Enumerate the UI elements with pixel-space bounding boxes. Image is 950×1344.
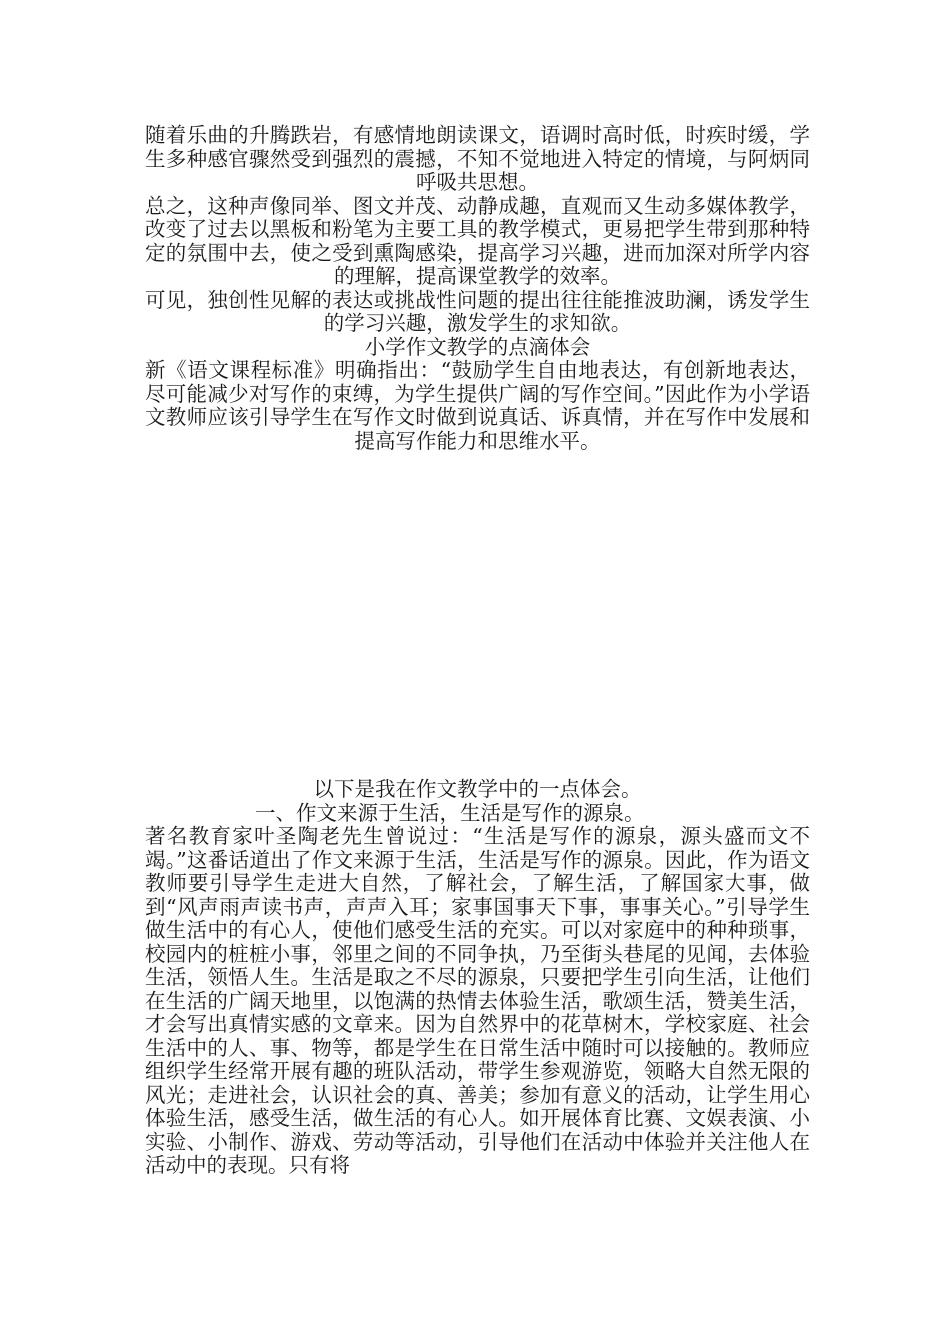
text-block-top <box>145 124 810 453</box>
paragraph-life-source: 著名教育家叶圣陶老先生曾说过：“生活是写作的源泉，源头盛而文不竭。”这番话道出了作文来源于生活，生活是写作的源泉。因此，作为语文教师要引导学生走进大自然，了解社会，了解生活，了解国家大事，做到“风声雨声读书声，声声入耳；家事国事天下事，事事关心。”引导学生做生活中的有心人，使他们感受生活的充实。可以对家庭中的种种琐事，校园内的桩桩小事，邻里之间的不同争执，乃至街头巷尾的见闻，去体验生活，领悟人生。生活是取之不尽的源泉，只要把学生引向生活，让他们在生活的广阔天地里，以饱满的热情去体验生活，歌颂生活，赞美生活，才会写出真情实感的文章来。因为自然界中的花草树木，学校家庭、社会生活中的人、事、物等，都是学生在日常生活中随时可以接触的。教师应组织学生经常开展有趣的班队活动，带学生参观游览，领略大自然无限的风光；走进社会，认识社会的真、善美；参加有意义的活动，让学生用心体验生活，感受生活，做生活的有心人。如开展体育比赛、文娱表演、小实验、小制作、游戏、劳动等活动，引导他们在活动中体验并关注他人在活动中的表现。只有将 <box>145 824 810 1177</box>
section-heading-1: 一、作文来源于生活，生活是写作的源泉。 <box>255 800 645 825</box>
paragraph-creative-insight: 可见，独创性见解的表达或挑战性问题的提出往往能推波助澜，诱发学生的学习兴趣，激发学生的求知欲。 <box>145 287 810 335</box>
paragraph-curriculum-standard: 新《语文课程标准》明确指出：“鼓励学生自由地表达，有创新地表达，尽可能减少对写作的束缚，为学生提供广阔的写作空间。”因此作为小学语文教师应该引导学生在写作文时做到说真话、诉真情，并在写作中发展和提高写作能力和思维水平。 <box>145 358 810 453</box>
paragraph-multimedia-summary: 总之，这种声像同举、图文并茂、动静成趣，直观而又生动多媒体教学，改变了过去以黑板和粉笔为主要工具的教学模式，更易把学生带到那种特定的氛围中去，使之受到熏陶感染，提高学习兴趣，进而加深对所学内容的理解，提高课堂教学的效率。 <box>145 193 810 288</box>
text-block-bottom <box>145 778 810 1178</box>
paragraph-music-reading: 随着乐曲的升腾跌岩，有感情地朗读课文，语调时高时低，时疾时缓，学生多种感官骤然受到强烈的震撼，不知不觉地进入特定的情境，与阿炳同呼吸共思想。 <box>145 123 810 194</box>
article-title: 小学作文教学的点滴体会 <box>364 334 591 359</box>
intro-line: 以下是我在作文教学中的一点体会。 <box>313 777 642 801</box>
